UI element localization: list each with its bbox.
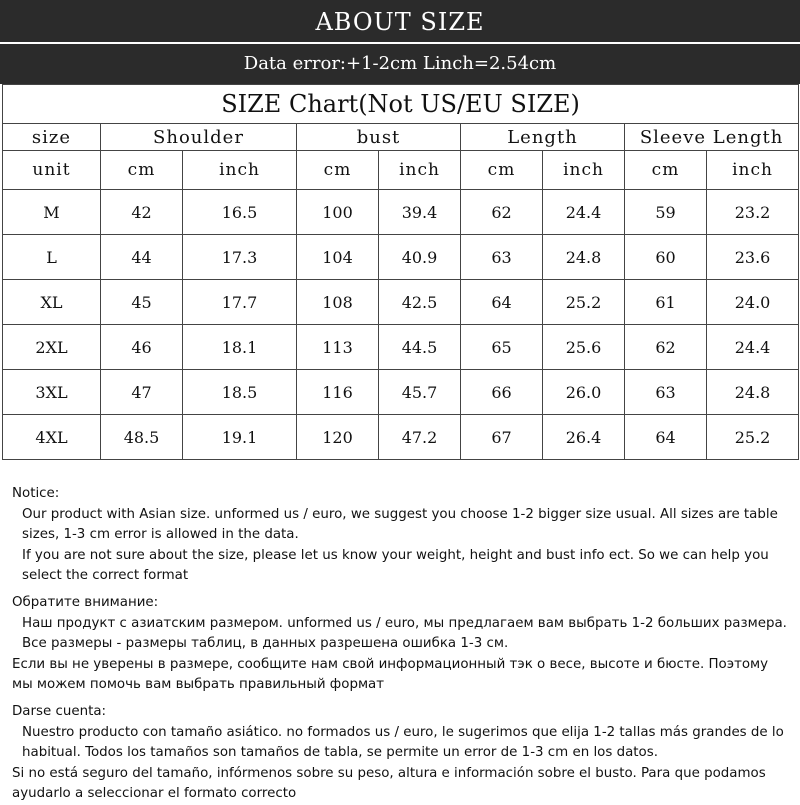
header-sleeve-length: Sleeve Length (625, 124, 799, 151)
measurement-cell: 64 (625, 415, 707, 460)
size-label-cell: L (3, 235, 101, 280)
measurement-cell: 67 (461, 415, 543, 460)
header-shoulder: Shoulder (101, 124, 297, 151)
measurement-cell: 62 (625, 325, 707, 370)
measurement-cell: 108 (297, 280, 379, 325)
unit-row (3, 151, 799, 190)
table-row (3, 370, 799, 415)
unit-cell: inch (379, 151, 461, 190)
measurement-cell: 40.9 (379, 235, 461, 280)
unit-cell: cm (625, 151, 707, 190)
measurement-cell: 24.0 (707, 280, 799, 325)
header-row (3, 124, 799, 151)
notice-es-text-2: Si no está seguro del tamaño, infórmenos sobre su peso, altura e información sobre el busto. Para que podamos ayudarlo a seleccionar el formato correcto (12, 765, 766, 802)
measurement-cell: 25.6 (543, 325, 625, 370)
measurement-cell: 25.2 (707, 415, 799, 460)
notice-en-text-2: If you are not sure about the size, please let us know your weight, height and bust info ect. So we can help you select the correct format (22, 547, 769, 584)
measurement-cell: 24.4 (543, 190, 625, 235)
measurement-cell: 42 (101, 190, 183, 235)
measurement-cell: 65 (461, 325, 543, 370)
measurement-cell: 120 (297, 415, 379, 460)
measurement-cell: 25.2 (543, 280, 625, 325)
measurement-cell: 23.6 (707, 235, 799, 280)
unit-cell: cm (101, 151, 183, 190)
notice-es-title: Darse cuenta: (12, 703, 107, 719)
measurement-cell: 63 (461, 235, 543, 280)
measurement-cell: 64 (461, 280, 543, 325)
measurement-cell: 24.8 (543, 235, 625, 280)
size-chart-table (2, 84, 799, 460)
notice-ru-text-1: Наш продукт с азиатским размером. unformed us / euro, мы предлагаем вам выбрать 1-2 больших размера. Все размеры - размеры таблиц, в данных разрешена ошибка 1-3 см. (22, 615, 787, 652)
page-title: ABOUT SIZE (0, 0, 800, 42)
measurement-cell: 61 (625, 280, 707, 325)
unit-cell: inch (707, 151, 799, 190)
measurement-cell: 47.2 (379, 415, 461, 460)
measurement-cell: 44 (101, 235, 183, 280)
measurement-cell: 45.7 (379, 370, 461, 415)
measurement-cell: 23.2 (707, 190, 799, 235)
notice-en-title: Notice: (12, 486, 60, 501)
measurement-cell: 59 (625, 190, 707, 235)
notice-ru-title: Обратите внимание: (12, 594, 159, 610)
measurement-cell: 24.4 (707, 325, 799, 370)
header-bust: bust (297, 124, 461, 151)
measurement-cell: 46 (101, 325, 183, 370)
measurement-cell: 60 (625, 235, 707, 280)
size-label-cell: M (3, 190, 101, 235)
table-row (3, 190, 799, 235)
measurement-cell: 104 (297, 235, 379, 280)
notice-ru-text-2: Если вы не уверены в размере, сообщите нам свой информационный тэк о весе, высоте и бюсте. Поэтому мы можем помочь вам выбрать правильный формат (12, 656, 769, 693)
measurement-cell: 116 (297, 370, 379, 415)
measurement-cell: 113 (297, 325, 379, 370)
measurement-cell: 17.7 (183, 280, 297, 325)
size-label-cell: XL (3, 280, 101, 325)
measurement-cell: 17.3 (183, 235, 297, 280)
table-row (3, 415, 799, 460)
measurement-cell: 18.1 (183, 325, 297, 370)
unit-cell: inch (183, 151, 297, 190)
table-row (3, 235, 799, 280)
size-chart-title: SIZE Chart(Not US/EU SIZE) (3, 85, 799, 124)
unit-cell: cm (297, 151, 379, 190)
unit-cell: unit (3, 151, 101, 190)
measurement-cell: 44.5 (379, 325, 461, 370)
unit-cell: inch (543, 151, 625, 190)
measurement-cell: 26.0 (543, 370, 625, 415)
measurement-cell: 18.5 (183, 370, 297, 415)
measurement-cell: 16.5 (183, 190, 297, 235)
measurement-cell: 26.4 (543, 415, 625, 460)
measurement-cell: 24.8 (707, 370, 799, 415)
measurement-cell: 39.4 (379, 190, 461, 235)
measurement-cell: 19.1 (183, 415, 297, 460)
table-row (3, 325, 799, 370)
measurement-cell: 66 (461, 370, 543, 415)
header-size: size (3, 124, 101, 151)
measurement-cell: 45 (101, 280, 183, 325)
measurement-cell: 100 (297, 190, 379, 235)
measurement-cell: 62 (461, 190, 543, 235)
notice-en-text-1: Our product with Asian size. unformed us / euro, we suggest you choose 1-2 bigger size usual. All sizes are table sizes, 1-3 cm error is allowed in the data. (22, 506, 778, 543)
size-label-cell: 4XL (3, 415, 101, 460)
size-label-cell: 2XL (3, 325, 101, 370)
header-length: Length (461, 124, 625, 151)
measurement-cell: 42.5 (379, 280, 461, 325)
measurement-cell: 63 (625, 370, 707, 415)
measurement-cell: 48.5 (101, 415, 183, 460)
size-label-cell: 3XL (3, 370, 101, 415)
measurement-cell: 47 (101, 370, 183, 415)
table-row (3, 280, 799, 325)
data-error-banner: Data error:+1-2cm Linch=2.54cm (0, 44, 800, 84)
notice-es-text-1: Nuestro producto con tamaño asiático. no formados us / euro, le sugerimos que elija 1-2 tallas más grandes de lo habitual. Todos los tamaños son tamaños de tabla, se permite un error de 1-3 cm en los datos. (22, 724, 784, 761)
unit-cell: cm (461, 151, 543, 190)
notice-section (12, 484, 788, 805)
